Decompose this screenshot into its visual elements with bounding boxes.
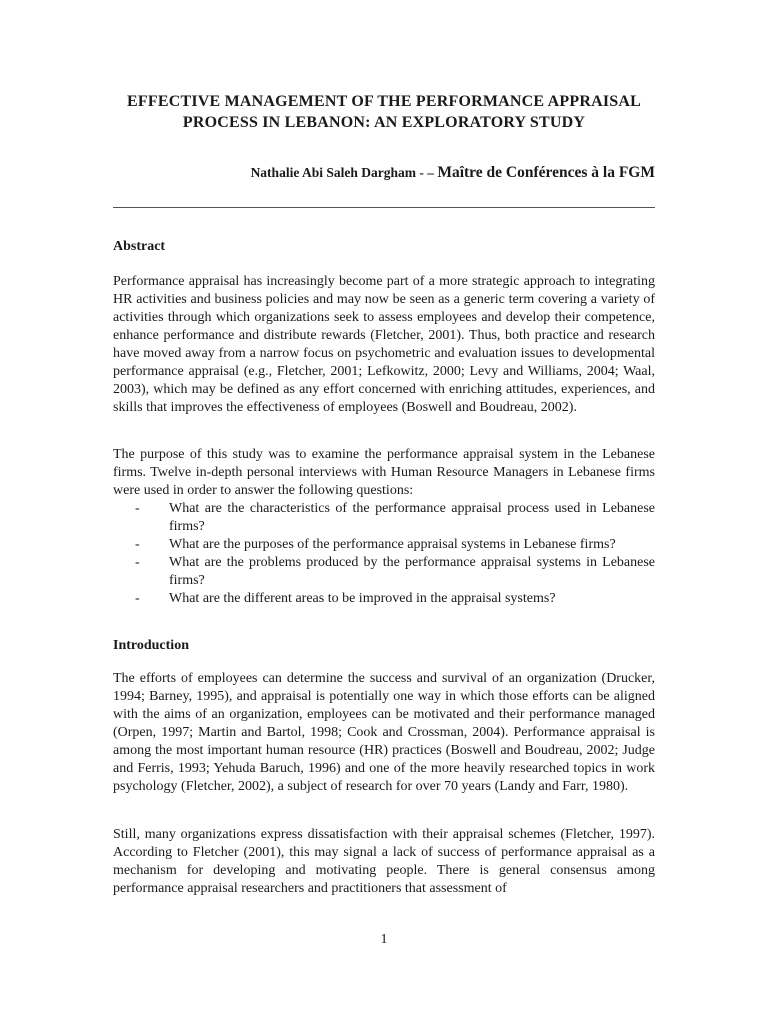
author-name: Nathalie Abi Saleh Dargham - – [250,165,434,180]
list-item [113,590,655,608]
list-bullet: - [135,555,140,570]
list-item [113,500,655,536]
introduction-paragraph-1: The efforts of employees can determine the success and survival of an organization (Drucker, 1994; Barney, 1995), and appraisal is potentially one way in which those efforts can be aligned with the aims of an organization, employees can be motivated and their performance managed (Orpen, 1997; Martin and Bartol, 1998; Cook and Crossman, 2004). Performance appraisal is among the most important human resource (HR) practices (Boswell and Boudreau, 2002; Judge and Ferris, 1993; Yehuda Baruch, 1996) and one of the more heavily researched topics in work psychology (Fletcher, 2002), a subject of research for over 70 years (Landy and Farr, 1980). [113,671,655,794]
list-bullet: - [135,537,140,552]
list-item-text: What are the problems produced by the performance appraisal systems in Lebanese firms? [169,555,655,588]
abstract-paragraph-2: The purpose of this study was to examine the performance appraisal system in the Lebanese firms. Twelve in-depth personal interviews with Human Resource Managers in Lebanese firms were used in order to answer the following questions: [113,447,655,498]
list-bullet: - [135,501,140,516]
introduction-paragraph-2: Still, many organizations express dissatisfaction with their appraisal schemes (Fletcher, 1997). According to Fletcher (2001), this may signal a lack of success of performance appraisal as a mechanism for developing and motivating people. There is general consensus among performance appraisal researchers and practitioners that assessment of [113,827,655,896]
list-bullet: - [135,591,140,606]
author-line [251,164,655,182]
abstract-paragraph-1: Performance appraisal has increasingly become part of a more strategic approach to integrating HR activities and business policies and may now be seen as a generic term covering a variety of activities through which organizations seek to assess employees and develop their competence, enhance performance and distribute rewards (Fletcher, 2001). Thus, both practice and research have moved away from a narrow focus on psychometric and evaluation issues to developmental performance appraisal (e.g., Fletcher, 2001; Lefkowitz, 2000; Levy and Williams, 2004; Waal, 2003), which may be defined as any effort concerned with enriching attitudes, experiences, and skills that improves the effectiveness of employees (Boswell and Boudreau, 2002). [113,274,655,415]
introduction-heading: Introduction [113,638,189,653]
page-number: 1 [380,932,388,947]
document-page [113,0,655,1024]
list-item [113,554,655,590]
horizontal-rule [113,207,655,208]
list-item-text: What are the purposes of the performance appraisal systems in Lebanese firms? [169,537,616,552]
list-item-text: What are the different areas to be improved in the appraisal systems? [169,591,556,606]
author-role: Maître de Conférences à la FGM [437,164,655,181]
abstract-heading: Abstract [113,239,166,254]
list-item-text: What are the characteristics of the performance appraisal process used in Lebanese firms? [169,501,655,534]
research-questions-list [113,500,655,608]
paper-title: EFFECTIVE MANAGEMENT OF THE PERFORMANCE APPRAISAL PROCESS IN LEBANON: AN EXPLORATORY STUDY [127,93,641,131]
list-item [113,536,655,554]
